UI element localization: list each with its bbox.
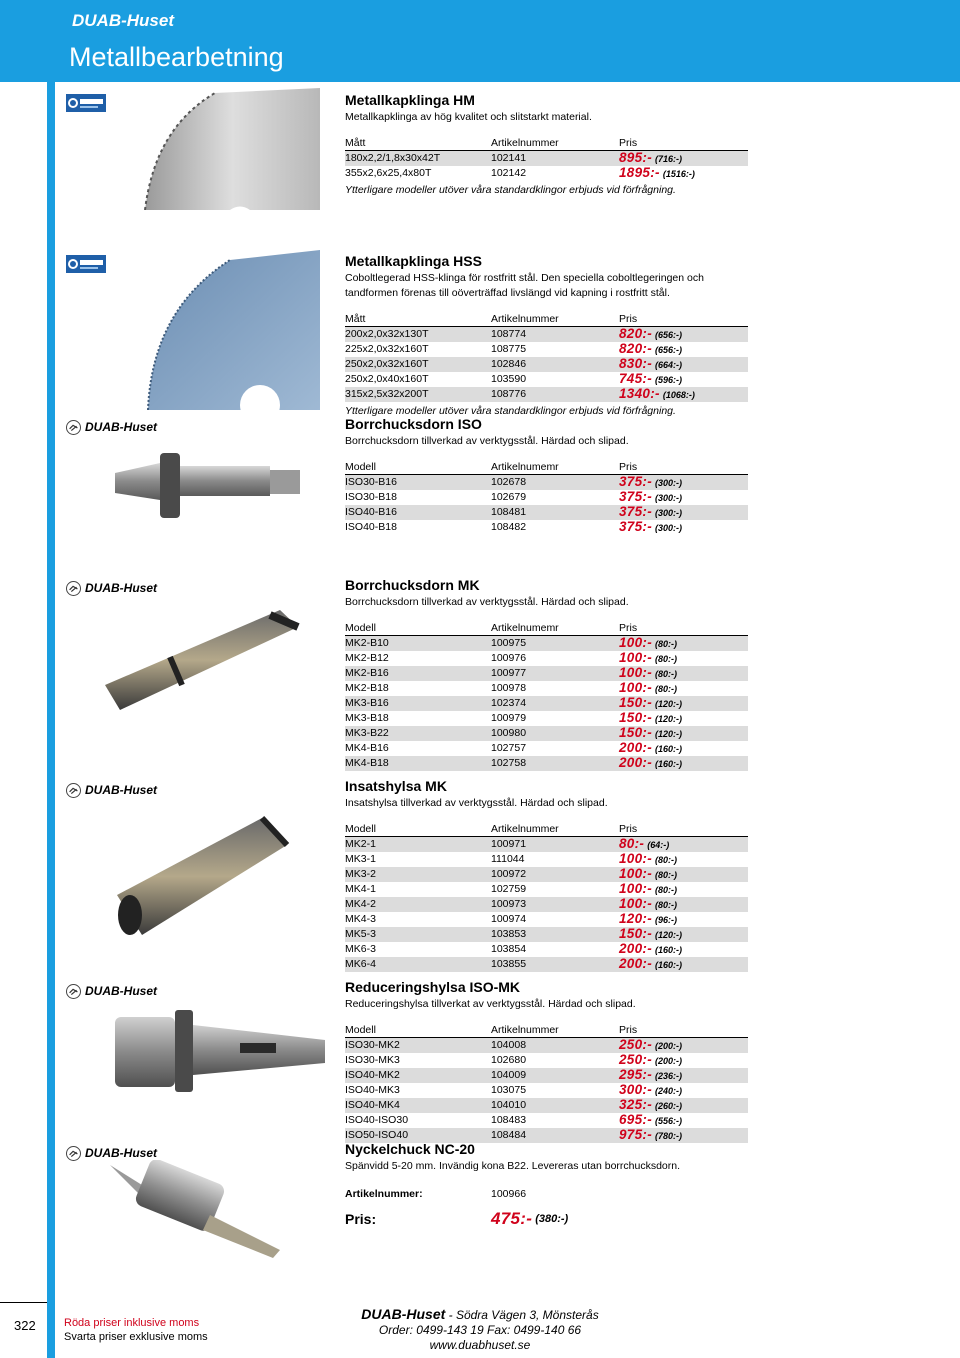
price-incl-vat: 820:- xyxy=(619,326,653,341)
price-incl-vat: 100:- xyxy=(619,881,653,896)
price-incl-vat: 150:- xyxy=(619,926,653,941)
price-incl-vat: 150:- xyxy=(619,725,653,740)
price-excl-vat: (80:-) xyxy=(655,885,678,895)
price-excl-vat: (300:-) xyxy=(655,478,683,488)
column-header: Pris xyxy=(619,313,748,327)
table-row: MK2-B16 100977 100:- (80:-) xyxy=(345,666,748,681)
table-row: MK4-3 100974 120:- (96:-) xyxy=(345,911,678,926)
table-row: ISO30-B16 102678 375:- (300:-) xyxy=(345,475,748,491)
table-row: MK4-B18 102758 200:- (160:-) xyxy=(345,756,748,771)
price-incl-vat: 820:- xyxy=(619,341,653,356)
product-note: Ytterligare modeller utöver våra standardklingor erbjuds vid förfrågning. xyxy=(345,184,676,196)
column-header: Artikelnummer xyxy=(491,137,619,151)
price-incl-vat: 100:- xyxy=(619,896,653,911)
price-excl-vat: (300:-) xyxy=(655,523,683,533)
column-header: Modell xyxy=(345,622,491,636)
duab-emblem-icon xyxy=(66,783,81,798)
price-row xyxy=(345,1208,750,1230)
legend-black-prices: Svarta priser exklusive moms xyxy=(64,1331,208,1343)
price-excl-vat: (664:-) xyxy=(655,360,683,370)
price-excl-vat: (300:-) xyxy=(655,508,683,518)
duab-logo: DUAB-Huset xyxy=(66,1145,157,1161)
column-header: Artikelnummer xyxy=(491,1024,619,1038)
product-title: Reduceringshylsa ISO-MK xyxy=(345,979,521,995)
duab-logo: DUAB-Huset xyxy=(66,419,157,435)
product-title: Borrchucksdorn ISO xyxy=(345,416,482,432)
saw-blade-hm-image xyxy=(140,88,320,210)
price-excl-vat: (236:-) xyxy=(655,1071,683,1081)
price-table xyxy=(345,823,748,972)
price-incl-vat: 100:- xyxy=(619,680,653,695)
price-excl-vat: (120:-) xyxy=(655,729,683,739)
price-excl-vat: (80:-) xyxy=(655,900,678,910)
page-number: 322 xyxy=(14,1318,36,1333)
duab-logo: DUAB-Huset xyxy=(66,580,157,596)
price-incl-vat: 1895:- xyxy=(619,165,660,180)
price-excl-vat: (64:-) xyxy=(647,840,670,850)
price-incl-vat: 150:- xyxy=(619,710,653,725)
price-excl-vat: (160:-) xyxy=(655,744,683,754)
product-description: Reduceringshylsa tillverkat av verktygsstål. Härdad och slipad. xyxy=(345,998,636,1010)
column-header: Artikelnumemr xyxy=(491,461,619,475)
price-incl-vat: 830:- xyxy=(619,356,653,371)
product-description: Insatshylsa tillverkad av verktygsstål. Härdad och slipad. xyxy=(345,797,608,809)
table-row: ISO40-B16 108481 375:- (300:-) xyxy=(345,505,748,520)
table-row: MK6-4 103855 200:- (160:-) xyxy=(345,957,748,972)
column-header: Modell xyxy=(345,461,491,475)
price-incl-vat: 375:- xyxy=(619,474,653,489)
product-description: Coboltlegerad HSS-klinga för rostfritt stål. Den speciella coboltlegeringen och tandformen förenas till oöverträffad livslängd vid kapning i rostfritt stål. xyxy=(345,272,704,299)
price-excl-vat: (80:-) xyxy=(655,654,678,664)
price-excl-vat: (80:-) xyxy=(655,684,678,694)
price-excl-vat: (96:-) xyxy=(655,915,678,925)
price-incl-vat: 250:- xyxy=(619,1052,653,1067)
table-row: MK3-1 111044 100:- (80:-) xyxy=(345,851,678,866)
price-excl-vat: (160:-) xyxy=(655,945,683,955)
duab-emblem-icon xyxy=(66,984,81,999)
price-excl-vat: (80:-) xyxy=(655,855,678,865)
header-bar xyxy=(0,0,960,82)
price-excl-vat: (160:-) xyxy=(655,960,683,970)
column-header: Mått xyxy=(345,313,491,327)
price-incl-vat: 375:- xyxy=(619,519,653,534)
price-excl-vat: (556:-) xyxy=(655,1116,683,1126)
footer-contact xyxy=(350,1307,610,1353)
table-row: MK4-2 100973 100:- (80:-) xyxy=(345,897,748,912)
table-row: ISO40-ISO30 108483 695:- (556:-) xyxy=(345,1112,683,1127)
price-incl-vat: 325:- xyxy=(619,1097,653,1112)
price-excl-vat: (120:-) xyxy=(655,930,683,940)
price-incl-vat: 475:- xyxy=(491,1209,533,1228)
table-row: MK5-3 103853 150:- (120:-) xyxy=(345,927,748,942)
table-row: 315x2,5x32x200T 108776 1340:- (1068:-) xyxy=(345,387,748,402)
column-header: Pris xyxy=(619,1024,748,1038)
footer-phone: Order: 0499-143 19 Fax: 0499-140 66 xyxy=(378,1323,582,1337)
table-row: 200x2,0x32x130T 108774 820:- (656:-) xyxy=(345,327,748,343)
price-excl-vat: (260:-) xyxy=(655,1101,683,1111)
price-table xyxy=(345,461,748,535)
price-incl-vat: 975:- xyxy=(619,1127,653,1142)
column-header: Pris xyxy=(619,137,748,151)
product-insatshylsa-mk xyxy=(345,778,750,972)
saw-blade-hss-image xyxy=(140,250,320,410)
column-header: Artikelnummer xyxy=(491,313,619,327)
lenko-logo xyxy=(66,94,106,112)
product-description: Borrchucksdorn tillverkad av verktygsstål. Härdad och slipad. xyxy=(345,435,629,447)
duab-logo: DUAB-Huset xyxy=(66,782,157,798)
article-number-row xyxy=(345,1186,750,1202)
table-row: MK3-B22 100980 150:- (120:-) xyxy=(345,726,748,741)
duab-emblem-icon xyxy=(66,1146,81,1161)
price-incl-vat: 100:- xyxy=(619,635,653,650)
product-description: Borrchucksdorn tillverkad av verktygsstål. Härdad och slipad. xyxy=(345,596,629,608)
column-header: Mått xyxy=(345,137,491,151)
product-metallkapklinga-hss xyxy=(345,253,750,418)
table-row: ISO40-MK2 104009 295:- (236:-) xyxy=(345,1068,748,1083)
product-title: Insatshylsa MK xyxy=(345,778,447,794)
mk-chuck-arbor-image xyxy=(100,605,305,715)
price-incl-vat: 295:- xyxy=(619,1067,653,1082)
price-excl-vat: (120:-) xyxy=(655,714,683,724)
table-row: ISO30-MK2 104008 250:- (200:-) xyxy=(345,1038,748,1054)
product-borrchucksdorn-iso xyxy=(345,416,750,535)
price-excl-vat: (1068:-) xyxy=(662,390,695,400)
price-incl-vat: 200:- xyxy=(619,740,653,755)
table-row: ISO30-B18 102679 375:- (300:-) xyxy=(345,489,683,504)
iso-chuck-arbor-image xyxy=(105,448,325,523)
footer-address: - Södra Vägen 3, Mönsterås xyxy=(445,1308,599,1322)
price-excl-vat: (380:-) xyxy=(535,1213,569,1225)
price-excl-vat: (200:-) xyxy=(655,1041,683,1051)
price-excl-vat: (656:-) xyxy=(655,345,683,355)
table-row: ISO40-MK3 103075 300:- (240:-) xyxy=(345,1082,683,1097)
table-row: MK3-2 100972 100:- (80:-) xyxy=(345,867,748,882)
price-incl-vat: 895:- xyxy=(619,150,653,165)
price-table xyxy=(345,137,748,181)
price-incl-vat: 1340:- xyxy=(619,386,660,401)
price-incl-vat: 200:- xyxy=(619,755,653,770)
price-incl-vat: 375:- xyxy=(619,489,653,504)
column-header: Artikelnumemr xyxy=(491,622,619,636)
price-excl-vat: (1516:-) xyxy=(662,169,695,179)
column-header: Artikelnummer xyxy=(491,823,619,837)
price-excl-vat: (80:-) xyxy=(655,669,678,679)
table-row: MK3-B18 100979 150:- (120:-) xyxy=(345,710,683,725)
product-title: Metallkapklinga HSS xyxy=(345,253,482,269)
price-table xyxy=(345,313,748,402)
price-incl-vat: 100:- xyxy=(619,650,653,665)
table-row: ISO50-ISO40 108484 975:- (780:-) xyxy=(345,1128,748,1143)
column-header: Modell xyxy=(345,1024,491,1038)
product-description: Spänvidd 5-20 mm. Invändig kona B22. Levereras utan borrchucksdorn. xyxy=(345,1160,681,1172)
column-header: Pris xyxy=(619,622,748,636)
product-metallkapklinga-hm xyxy=(345,92,750,197)
price-excl-vat: (120:-) xyxy=(655,699,683,709)
price-excl-vat: (716:-) xyxy=(655,154,683,164)
table-row: MK2-B10 100975 100:- (80:-) xyxy=(345,636,748,652)
price-incl-vat: 120:- xyxy=(619,911,653,926)
price-table xyxy=(345,622,748,771)
product-reduceringshylsa-iso-mk xyxy=(345,979,750,1143)
table-row: MK2-B18 100978 100:- (80:-) xyxy=(345,680,678,695)
price-excl-vat: (80:-) xyxy=(655,639,678,649)
reduction-sleeve-image xyxy=(110,1005,330,1095)
legend-red-prices: Röda priser inklusive moms xyxy=(64,1317,200,1329)
price-incl-vat: 200:- xyxy=(619,956,653,971)
table-row: MK6-3 103854 200:- (160:-) xyxy=(345,941,683,956)
product-title: Nyckelchuck NC-20 xyxy=(345,1141,475,1157)
table-row: 225x2,0x32x160T 108775 820:- (656:-) xyxy=(345,341,683,356)
product-description: Metallkapklinga av hög kvalitet och slitstarkt material. xyxy=(345,111,592,123)
price-incl-vat: 695:- xyxy=(619,1112,653,1127)
price-incl-vat: 150:- xyxy=(619,695,653,710)
table-row: MK2-B12 100976 100:- (80:-) xyxy=(345,650,678,665)
table-row: MK4-1 102759 100:- (80:-) xyxy=(345,881,678,896)
table-row: MK4-B16 102757 200:- (160:-) xyxy=(345,740,683,755)
product-note: Ytterligare modeller utöver våra standardklingor erbjuds vid förfrågning. xyxy=(345,405,676,417)
page-title: Metallbearbetning xyxy=(69,42,284,72)
price-table xyxy=(345,1024,748,1143)
mk-sleeve-image xyxy=(112,810,292,940)
left-accent-stripe xyxy=(47,82,55,1358)
table-row: ISO30-MK3 102680 250:- (200:-) xyxy=(345,1052,683,1067)
footer-website[interactable]: www.duabhuset.se xyxy=(429,1338,531,1352)
product-borrchucksdorn-mk xyxy=(345,577,750,771)
price-excl-vat: (160:-) xyxy=(655,759,683,769)
lenko-logo xyxy=(66,255,106,273)
price-incl-vat: 200:- xyxy=(619,941,653,956)
product-nyckelchuck-nc20 xyxy=(345,1141,750,1230)
product-title: Borrchucksdorn MK xyxy=(345,577,480,593)
table-row: MK2-1 100971 80:- (64:-) xyxy=(345,837,748,853)
price-excl-vat: (200:-) xyxy=(655,1056,683,1066)
column-header: Pris xyxy=(619,461,748,475)
table-row: 180x2,2/1,8x30x42T 102141 895:- (716:-) xyxy=(345,151,748,167)
price-incl-vat: 100:- xyxy=(619,866,653,881)
price-incl-vat: 100:- xyxy=(619,665,653,680)
price-excl-vat: (596:-) xyxy=(655,375,683,385)
price-incl-vat: 745:- xyxy=(619,371,653,386)
article-label: Artikelnummer: xyxy=(345,1188,423,1200)
duab-emblem-icon xyxy=(66,581,81,596)
table-row: ISO40-B18 108482 375:- (300:-) xyxy=(345,519,683,534)
price-excl-vat: (300:-) xyxy=(655,493,683,503)
price-incl-vat: 300:- xyxy=(619,1082,653,1097)
table-row: 250x2,0x32x160T 102846 830:- (664:-) xyxy=(345,357,748,372)
price-excl-vat: (656:-) xyxy=(655,330,683,340)
price-incl-vat: 100:- xyxy=(619,851,653,866)
column-header: Pris xyxy=(619,823,748,837)
price-excl-vat: (80:-) xyxy=(655,870,678,880)
price-incl-vat: 250:- xyxy=(619,1037,653,1052)
price-legend xyxy=(64,1316,208,1344)
product-title: Metallkapklinga HM xyxy=(345,92,475,108)
price-label: Pris: xyxy=(345,1211,377,1227)
keyed-chuck-image xyxy=(105,1160,285,1260)
duab-logo: DUAB-Huset xyxy=(66,983,157,999)
price-incl-vat: 375:- xyxy=(619,504,653,519)
brand-name: DUAB-Huset xyxy=(72,11,174,30)
price-excl-vat: (240:-) xyxy=(655,1086,683,1096)
price-incl-vat: 80:- xyxy=(619,836,645,851)
column-header: Modell xyxy=(345,823,491,837)
table-row: 250x2,0x40x160T 103590 745:- (596:-) xyxy=(345,371,683,386)
table-row: ISO40-MK4 104010 325:- (260:-) xyxy=(345,1098,748,1113)
footer-brand: DUAB-Huset xyxy=(361,1306,446,1322)
price-excl-vat: (780:-) xyxy=(655,1131,683,1141)
table-row: MK3-B16 102374 150:- (120:-) xyxy=(345,696,748,711)
table-row: 355x2,6x25,4x80T 102142 1895:- (1516:-) xyxy=(345,165,695,180)
duab-emblem-icon xyxy=(66,420,81,435)
article-number: 100966 xyxy=(491,1188,527,1200)
